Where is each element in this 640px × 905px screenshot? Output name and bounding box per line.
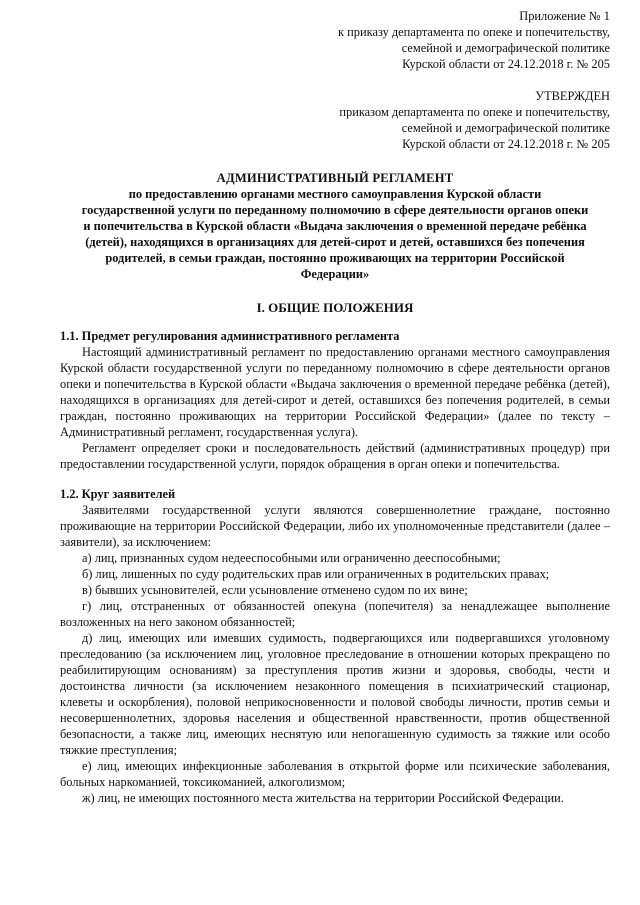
list-item: е) лиц, имеющих инфекционные заболевания в открытой форме или психические заболевания, больных наркоманией, токсикоманией, алкоголизмом; <box>60 759 610 789</box>
appendix-line: Курской области от 24.12.2018 г. № 205 <box>402 57 610 71</box>
paragraph: Заявителями государственной услуги являются совершеннолетние граждане, постоянно проживающие на территории Российской Федерации, либо их уполномоченные представители (далее – заявители), за исключением: <box>60 503 610 549</box>
title-main: АДМИНИСТРАТИВНЫЙ РЕГЛАМЕНТ <box>216 171 454 185</box>
list-item: ж) лиц, не имеющих постоянного места жительства на территории Российской Федерации. <box>82 791 564 805</box>
title-line: Федерации» <box>300 267 370 281</box>
approval-line: семейной и демографической политике <box>401 121 610 135</box>
appendix-line: к приказу департамента по опеке и попечительству, <box>338 25 610 39</box>
title-line: родителей, в семьи граждан, постоянно проживающих на территории Российской <box>105 251 565 265</box>
title-line: государственной услуги по переданному полномочию в сфере деятельности органов опеки <box>81 203 589 217</box>
section-title: I. ОБЩИЕ ПОЛОЖЕНИЯ <box>256 300 414 315</box>
approval-line: УТВЕРЖДЕН <box>535 89 610 103</box>
list-item: в) бывших усыновителей, если усыновление отменено судом по их вине; <box>82 583 468 597</box>
appendix-line: семейной и демографической политике <box>401 41 610 55</box>
appendix-header <box>60 8 610 72</box>
document-title <box>60 170 610 282</box>
list-item: а) лиц, признанных судом недееспособными или ограниченно дееспособными; <box>82 551 501 565</box>
list-item: г) лиц, отстраненных от обязанностей опекуна (попечителя) за ненадлежащее выполнение возложенных на него законом обязанностей; <box>60 599 610 629</box>
approval-line: Курской области от 24.12.2018 г. № 205 <box>402 137 610 151</box>
title-line: (детей), находящихся в организациях для детей-сирот и детей, оставшихся без попечения <box>85 235 585 249</box>
paragraph: Настоящий административный регламент по предоставлению органами местного самоуправления Курской области государственной услуги по переданному полномочию в сфере деятельности органов опеки и попечительства в Курской области «Выдача заключения о временной передаче ребёнка (детей), находящихся в организациях для детей-сирот и детей, оставшихся без попечения родителей, в семьи граждан, постоянно проживающих на территории Российской Федерации» (далее по тексту – Административный регламент, государственная услуга). <box>60 345 610 439</box>
list-item: б) лиц, лишенных по суду родительских прав или ограниченных в родительских правах; <box>82 567 550 581</box>
subsection-title: 1.1. Предмет регулирования административного регламента <box>60 329 400 343</box>
title-line: по предоставлению органами местного самоуправления Курской области <box>128 187 542 201</box>
paragraph: Регламент определяет сроки и последовательность действий (административных процедур) при предоставлении государственной услуги, порядок обращения в орган опеки и попечительства. <box>60 441 610 471</box>
appendix-line: Приложение № 1 <box>519 9 610 23</box>
subsection-title: 1.2. Круг заявителей <box>60 487 176 501</box>
title-line: и попечительства в Курской области «Выдача заключения о временной передаче ребёнка <box>83 219 587 233</box>
approval-header <box>60 88 610 152</box>
approval-line: приказом департамента по опеке и попечительству, <box>339 105 610 119</box>
list-item: д) лиц, имеющих или имевших судимость, подвергающихся или подвергавшихся уголовному преследованию (за исключением лиц, уголовное преследование в отношении которых прекращено по реабилитирующим основаниям) за преступления против жизни и здоровья, свободы, чести и достоинства личности (за исключением незаконного помещения в психиатрический стационар, клеветы и оскорбления), половой неприкосновенности и половой свободы личности, против семьи и несовершеннолетних, здоровья населения и общественной нравственности, против общественной безопасности, а также лиц, имеющих неснятую или непогашенную судимость за тяжкие или особо тяжкие преступления; <box>60 631 610 757</box>
